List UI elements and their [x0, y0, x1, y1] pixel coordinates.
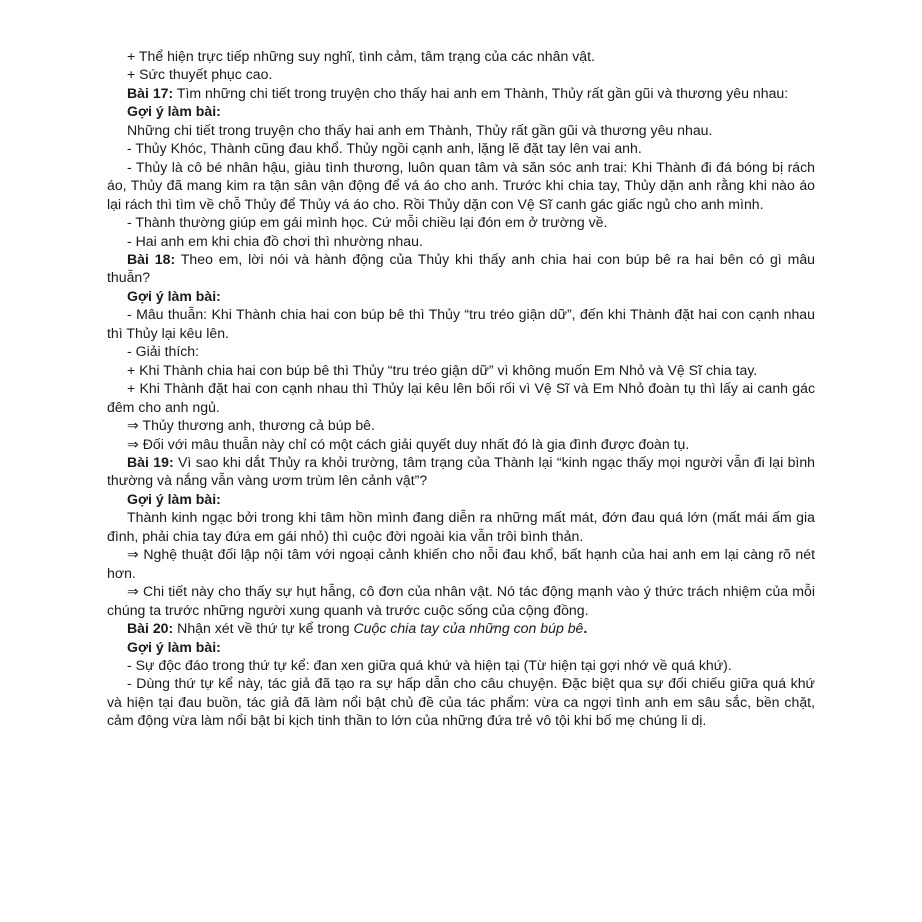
answer-paragraph: + Khi Thành đặt hai con cạnh nhau thì Thủy lại kêu lên bối rối vì Vệ Sĩ và Em Nhỏ đoàn tụ thì lấy ai canh gác đêm cho anh ngủ. [107, 380, 815, 415]
hint-heading: Gợi ý làm bài: [127, 103, 221, 120]
question-text: Vì sao khi dắt Thủy ra khỏi trường, tâm trạng của Thành lại “kinh ngạc thấy mọi người vẫn đi lại bình thường và nắng vẫn vàng ươm trùm lên cảnh vật”? [107, 453, 816, 489]
answer-paragraph: - Thủy là cô bé nhân hậu, giàu tình thương, luôn quan tâm và săn sóc anh trai: Khi Thành đi đá bóng bị rách áo, Thủy đã mang kim ra tận sân vận động để vá áo cho anh. Trước khi chia tay, Thủy dặn anh rằng khi nào áo lại rách thì tìm về chỗ Thủy để Thủy vá áo cho. Rồi Thủy dặn con Vệ Sĩ canh gác giấc ngủ cho anh mình. [107, 158, 815, 212]
exercise-20-question [107, 619, 815, 637]
answer-paragraph: - Sự độc đáo trong thứ tự kể: đan xen giữa quá khứ và hiện tại (Từ hiện tại gợi nhớ về quá khứ). [127, 656, 732, 673]
question-text: Theo em, lời nói và hành động của Thủy khi thấy anh chia hai con búp bê ra hai bên có gì mâu thuẫn? [107, 250, 816, 286]
hint-heading: Gợi ý làm bài: [127, 638, 221, 655]
answer-paragraph: - Thành thường giúp em gái mình học. Cứ mỗi chiều lại đón em ở trường về. [127, 214, 608, 231]
answer-paragraph: - Thủy Khóc, Thành cũng đau khổ. Thủy ngồi cạnh anh, lặng lẽ đặt tay lên vai anh. [127, 140, 642, 157]
exercise-17-question [107, 84, 815, 102]
answer-paragraph: + Khi Thành chia hai con búp bê thì Thủy “tru tréo giận dữ” vì không muốn Em Nhỏ và Vệ Sĩ chia tay. [127, 361, 758, 378]
story-title: Cuộc chia tay của những con búp bê [353, 620, 584, 637]
answer-paragraph: - Dùng thứ tự kể này, tác giả đã tạo ra sự hấp dẫn cho câu chuyện. Đặc biệt qua sự đối chiếu giữa quá khứ và hiện tại đau buồn, tác giả đã làm nổi bật chủ đề của tác phẩm: vừa ca ngợi tình anh em sâu sắc, bền chặt, cảm động vừa làm nổi bật bi kịch tinh thần to lớn của những đứa trẻ vô tội khi bố mẹ chúng li dị. [107, 675, 815, 729]
bullet-line: + Sức thuyết phục cao. [127, 66, 273, 83]
answer-paragraph: ⇒ Đối với mâu thuẫn này chỉ có một cách giải quyết duy nhất đó là gia đình được đoàn tụ. [127, 435, 690, 452]
answer-paragraph: - Hai anh em khi chia đồ chơi thì nhường nhau. [127, 232, 423, 249]
answer-paragraph: ⇒ Thủy thương anh, thương cả búp bê. [127, 417, 375, 434]
exercise-label: Bài 18: [127, 250, 176, 267]
hint-heading: Gợi ý làm bài: [127, 287, 221, 304]
exercise-18-question [107, 250, 815, 287]
document-page [107, 47, 815, 730]
exercise-label: Bài 17: [127, 84, 174, 101]
answer-paragraph: Những chi tiết trong truyện cho thấy hai anh em Thành, Thủy rất gần gũi và thương yêu nhau. [127, 121, 713, 138]
exercise-19-question [107, 453, 815, 490]
question-text: Tìm những chi tiết trong truyện cho thấy hai anh em Thành, Thủy rất gần gũi và thương yêu nhau: [173, 84, 789, 101]
exercise-label: Bài 19: [127, 453, 174, 470]
answer-paragraph: ⇒ Nghệ thuật đối lập nội tâm với ngoại cảnh khiến cho nỗi đau khổ, bất hạnh của hai anh em lại càng rõ nét hơn. [107, 546, 815, 581]
question-end: . [583, 620, 588, 637]
answer-paragraph: - Mâu thuẫn: Khi Thành chia hai con búp bê thì Thủy “tru tréo giận dữ”, đến khi Thành đặt hai con cạnh nhau thì Thủy lại kêu lên. [107, 306, 815, 341]
bullet-line: + Thể hiện trực tiếp những suy nghĩ, tình cảm, tâm trạng của các nhân vật. [127, 48, 595, 64]
answer-paragraph: Thành kinh ngạc bởi trong khi tâm hồn mình đang diễn ra những mất mát, đớn đau quá lớn (mất mái ấm gia đình, phải chia tay đứa em gái nhỏ) thì cuộc đời ngoài kia vẫn trôi bình thản. [107, 509, 815, 544]
question-text: Nhận xét về thứ tự kể trong [173, 620, 354, 637]
answer-paragraph: ⇒ Chi tiết này cho thấy sự hụt hẫng, cô đơn của nhân vật. Nó tác động mạnh vào ý thức trách nhiệm của mỗi chúng ta trước những người xung quanh và trước cuộc sống của cộng đồng. [107, 583, 815, 618]
exercise-label: Bài 20: [127, 620, 174, 637]
answer-paragraph: - Giải thích: [127, 343, 200, 360]
hint-heading: Gợi ý làm bài: [127, 490, 221, 507]
